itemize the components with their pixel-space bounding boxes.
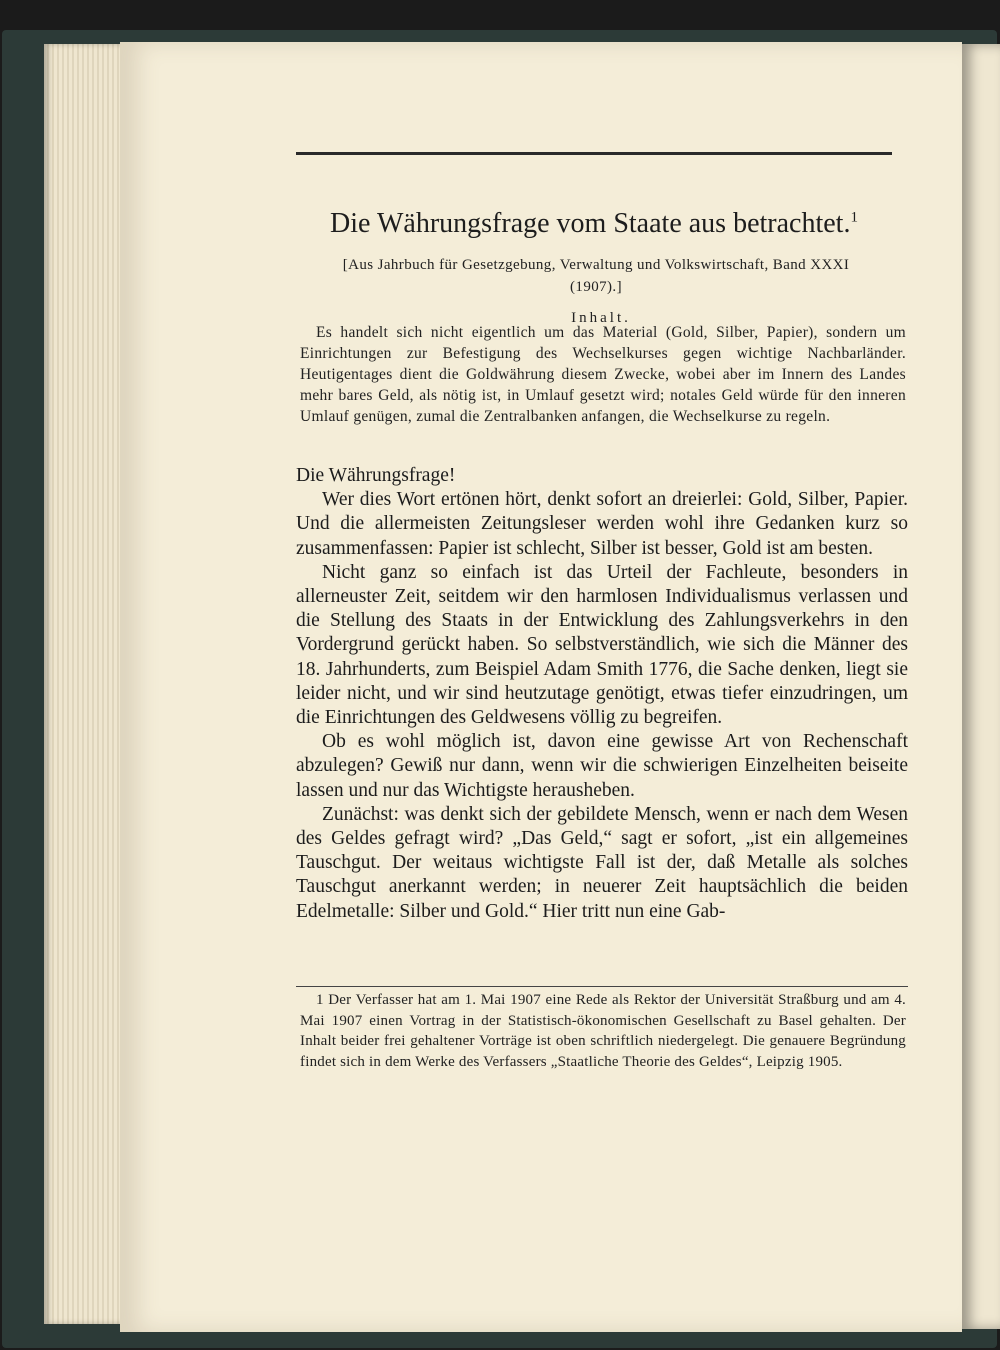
contents-summary	[300, 322, 906, 427]
paragraph: Ob es wohl möglich ist, davon eine gewisse Art von Rechenschaft abzulegen? Gewiß nur dann, wenn wir die schwierigen Einzelheiten beiseite lassen und nur das Wichtigste herausheben.	[296, 731, 908, 801]
footnote-text: 1 Der Verfasser hat am 1. Mai 1907 eine Rede als Rektor der Universität Straßburg und am 4. Mai 1907 einen Vortrag in der Statistisch-ökonomischen Gesellschaft zu Basel gehalten. Der Inhalt beider frei gehaltener Vorträge ist oben schriftlich niedergelegt. Die genauere Begründung findet sich in dem Werke des Verfassers „Staatliche Theorie des Geldes“, Leipzig 1905.	[300, 992, 906, 1070]
paragraph: Wer dies Wort ertönen hört, denkt sofort an dreierlei: Gold, Silber, Papier. Und die allermeisten Zeitungsleser werden wohl ihre Gedanken kurz so zusammenfassen: Papier ist schlecht, Silber ist besser, Gold ist am besten.	[296, 489, 908, 559]
facing-page-edge	[962, 44, 1000, 1329]
opening-line: Die Währungsfrage!	[296, 465, 456, 486]
source-line-2: (1907).]	[570, 279, 622, 295]
footnote	[300, 990, 906, 1072]
header-rule	[296, 152, 892, 155]
summary-text: Es handelt sich nicht eigentlich um das Material (Gold, Silber, Papier), sondern um Einrichtungen zur Befestigung des Wechselkurses gegen wichtige Nachbarländer. Heutigentages dient die Goldwährung diesem Zwecke, wobei aber im Innern des Landes mehr bares Geld, als nötig ist, in Umlauf gesetzt wird; notales Geld würde für den inneren Umlauf genügen, zumal die Zentralbanken anfangen, die Wechselkurse zu regeln.	[300, 324, 906, 425]
paragraph: Zunächst: was denkt sich der gebildete Mensch, wenn er nach dem Wesen des Geldes gefragt wird? „Das Geld,“ sagt er sofort, „ist ein allgemeines Tauschgut. Der weitaus wichtigste Fall ist der, daß Metalle als solches Tauschgut anerkannt werden; in neuerer Zeit hauptsächlich die beiden Edelmetalle: Silber und Gold.“ Hier tritt nun eine Gab-	[296, 803, 908, 922]
title-footnote-mark: 1	[850, 209, 858, 226]
contents-heading: Inhalt.	[571, 310, 631, 326]
paragraph: Nicht ganz so einfach ist das Urteil der Fachleute, besonders in allerneuster Zeit, seitdem wir den harmlosen Individualismus verlassen und die Stellung des Staats in der Entwicklung des Zahlungsverkehrs in den Vordergrund gerückt haben. So selbstverständlich, wie sich die Männer des 18. Jahrhunderts, zum Beispiel Adam Smith 1776, die Sache denken, liegt sie leider nicht, und wir sind heutzutage genötigt, etwas tiefer einzudringen, um die Einrichtungen des Geldwesens völlig zu begreifen.	[296, 561, 908, 729]
source-citation	[288, 254, 904, 298]
source-line-1: [Aus Jahrbuch für Gesetzgebung, Verwaltung und Volkswirtschaft, Band XXXI	[342, 257, 850, 273]
footnote-rule	[296, 986, 908, 987]
article-title: Die Währungsfrage vom Staate aus betrachtet.$^1$	[330, 208, 858, 239]
body-text	[296, 464, 908, 924]
